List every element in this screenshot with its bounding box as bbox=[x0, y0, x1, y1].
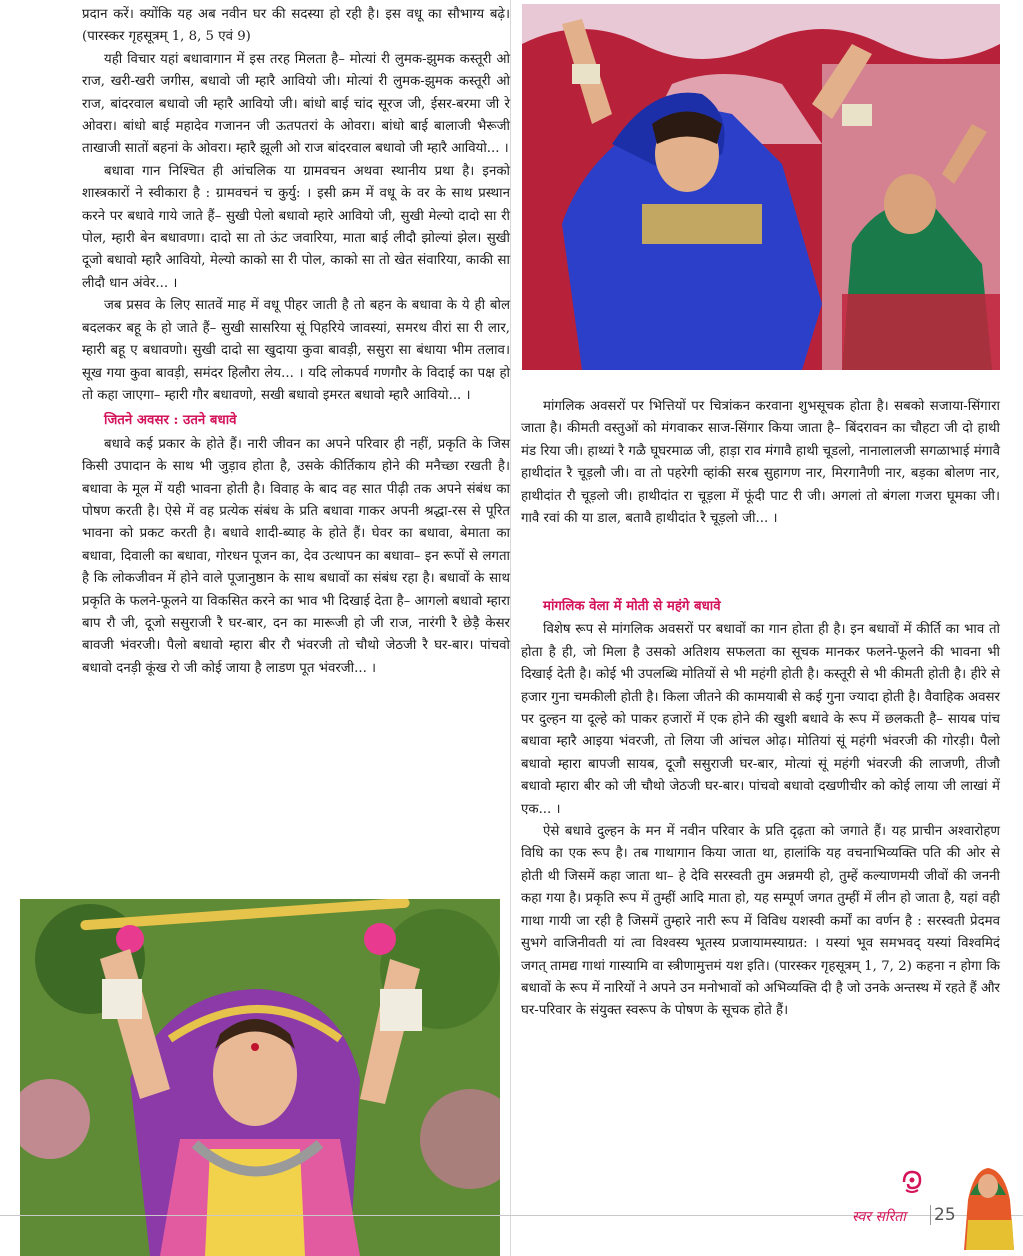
paragraph: यही विचार यहां बधावागान में इस तरह मिलता है– मोत्यां री लुमक-झुमक कस्तूरी ओ राज, खरी-खरी जगीस, बधावो जी म्हारै आवियो जी। मोत्यां री लुमक-झुमक कस्तूरी ओ राज, बांदरवाल बधावो जी म्हारै आवियो जी। बांधो बाई चांद सूरज जी, ईसर-बरमा जी रे ओवरा। बांधो बाई महादेव गजानन जी ऊतपतरां के ओवरा। बांधो बाई बालाजी भैरूजी ताखाजी सातों बहनां के ओवरा। म्हारै झूली ओ राज बांदरवाल बधावो जी म्हारै आवियो... । bbox=[82, 51, 510, 157]
column-divider bbox=[510, 0, 511, 1256]
section-heading: मांगलिक वेला में मोती से महंगे बधावे bbox=[543, 599, 721, 614]
paragraph: जब प्रसव के लिए सातवें माह में वधू पीहर जाती है तो बहन के बधावा के ये ही बोल बदलकर बहू के हो जाते हैं– सुखी सासरिया सूं पिहरिये जावस्यां, समरथ वीरां सा री लार, म्हारी बहू ए बधावणो। सुखी दादो सा खुदाया कुवा बावड़ी, ससुरा सा बंधाया भीम तलाव। सूख गया कुवा बावड़ी, समंदर हिलौरा लेय... । यदि लोकपर्व गणगौर के विदाई का पक्ष हो तो कहा जाएगा– म्हारी गौर बधावणो, सखी बधावो इमरत बधावो म्हारै आवियो... । bbox=[82, 298, 510, 403]
paragraph: बधावा गान निश्चित ही आंचलिक या ग्रामवचन अथवा स्थानीय प्रथा है। इनको शास्त्रकारों ने स्वीकारा है : ग्रामवचनं च कुर्यु: । इसी क्रम में वधू के वर के साथ प्रस्थान करने पर बधावे गाये जाते हैं– सुखी पेलो बधावो म्हारे आवियो जी, सुखी मेल्यो दादो सा री पोल, म्हारी बेन बधावणा। दादो सा तो ऊंट जवारिया, माता बाई लीदौ झोल्यां झेल। सुखी दूजो बधावो म्हारै आवियो, मेल्यो काको सा री पोल, काको सा तो खेत संवारिया, काकी सा लीदौ धान अंवेर... । bbox=[82, 163, 510, 291]
magazine-name: स्वर सरिता bbox=[852, 1209, 906, 1225]
page-number: 25 bbox=[930, 1205, 956, 1225]
section-heading: जितने अवसर : उतने बधावे bbox=[104, 413, 237, 429]
paragraph: प्रदान करें। क्योंकि यह अब नवीन घर की सदस्या हो रही है। इस वधू का सौभाग्य बढ़े। (पारस्कर गृहसूत्रम् 1, 8, 5 एवं 9) bbox=[82, 7, 510, 45]
paragraph: विशेष रूप से मांगलिक अवसरों पर बधावों का गान होता ही है। इन बधावों में कीर्ति का भाव तो होता है ही, जो मिला है उसको अतिशय सफलता का सूचक मानकर फलने-फूलने की भावना भी दिखाई देती है। कोई भी उपलब्धि मोतियों से भी महंगी होती है। कस्तूरी से भी कीमती होती है। हीरे से हजार गुना चमकीली होती है। किला जीतने की कामयाबी से कई गुना ज्यादा होती है। वैवाहिक अवसर पर दुल्हन या दूल्हे को पाकर हजारों में एक होने की खुशी बधावे के रूप में छलकती है– सायब पांच बधावा म्हारै आइया भंवरजी, तो लिया जी आंचल ओढ़। मोतियां सूं महंगी भंवरजी की गोरड़ी। पैलो बधावो म्हारा बापजी सायब, दूजौ ससुराजी घर-बार, मोत्यां सूं महंगी भंवरजी की लाजणी, तीजौ बधावो म्हारा बीर को जी चौथो जेठजी घर-बार। पांचवो बधावो दखणीचीर को कोई लाया जी लाखां में एक... । bbox=[521, 622, 1000, 817]
dandiya-dancer-photo bbox=[20, 899, 500, 1256]
magazine-logo-icon bbox=[898, 1168, 926, 1196]
paragraph: मांगलिक अवसरों पर भित्तियों पर चित्रांकन करवाना शुभसूचक होता है। सबको सजाया-सिंगारा जाता है। कीमती वस्तुओं को मंगवाकर साज-सिंगार किया जाता है– बिंदरावन का चौहटा जी दो हाथी मंड रिया जी। हाथ्यां रै गळै घूघरमाळ जी, हाड़ा राव मंगावै हाथी चूडलो, नानालालजी सगळाभाई मंगावै हाथीदांत रै चूड़लौ जी। वा तो पहरेगी व्हांकी सरब सुहागण नार, मिरगानैणी नार, बड़का बोलण नार, हाथीदांत रौ चूड़लो जी। हाथीदांत रा चूड़ला में फूंदी पाट री जी। अगलां तो बंगला गजरा घूमका जी। गावै रवां की या डाल, बतावै हाथीदांत रै चूड़लो जी... । bbox=[521, 399, 1000, 527]
left-column bbox=[82, 4, 510, 680]
dancers-photo bbox=[522, 4, 1000, 370]
paragraph: बधावे कई प्रकार के होते हैं। नारी जीवन का अपने परिवार ही नहीं, प्रकृति के जिस किसी उपादान के साथ भी जुड़ाव होता है, उसके कीर्तिकाय होने की मनैच्छा रखती है। बधावा के मूल में यही भावना होती है। विवाह के बाद वह सात पीढ़ी तक अपने संबंध का पोषण करती है। ऐसे में वह प्रत्येक संबंध के प्रति बधावा गाकर अपनी श्रद्धा-रस से पूरित भावना को प्रकट करती है। बधावे शादी-ब्याह के होते हैं। घेवर का बधावा, बेमाता का बधावा, दिवाली का बधावा, गोरधन पूजन का, देव उत्थापन का बधावा– इन रूपों से लगता है कि लोकजीवन में होने वाले पूजानुष्ठान के साथ बधावों का संबंध रहा है। बधावों के साथ प्रकृति के फलने-फूलने या विकसित करने का भाव भी दिखाई देता है– आगलो बधावो म्हारा बाप रौ जी, दूजो ससुराजी रै घर-बार, दन का मारूजी हो जी राज, नारंगी रै छेड़ै केसर बावजी भंवरजी। पैलो बधावो म्हारा बीर रौ भंवरजी तो चौथो जेठजी रै घर-बार। पांचवो बधावो दनड़ी कूंख रो जी कोई जाया है लाडण पूत भंवरजी... । bbox=[82, 436, 510, 676]
paragraph: ऐसे बधावे दुल्हन के मन में नवीन परिवार के प्रति दृढ़ता को जगाते हैं। यह प्राचीन अश्वारोहण विधि का एक रूप है। तब गाथागान किया जाता था, हालांकि यह वचनाभिव्यक्ति पति की ओर से होती थी जिसमें कहा जाता था– हे देवि सरस्वती तुम अन्नमयी हो, तुम्हें कल्याणमयी जीवों की जननी कहा गया है। प्रकृति रूप में तुम्हीं आदि माता हो, यह सम्पूर्ण जगत तुम्हीं में लीन हो जाता है, यहां वही गाथा गायी जा रही है जिसमें तुम्हारे नारी रूप में विविध यशस्वी कर्मों का वर्णन है : सरस्वती प्रेदमव सुभगे वाजिनीवती यां त्वा विश्वस्य भूतस्य प्रजायामस्याग्रत: । यस्यां भूव समभवद् यस्यां विश्वमिदं जगत् तामद्य गाथां गास्यामि वा स्त्रीणामुत्तमं यश इति। (पारस्कर गृहसूत्रम् 1, 7, 2) कहना न होगा कि बधावों के रूप में नारियों ने अपने उन मनोभावों को अभिव्यक्ति दी है जो उनके अन्तस्थ में रहते हैं और घर-परिवार के संयुक्त स्वरूप के पोषण के सूचक होते हैं। bbox=[521, 824, 1000, 1019]
right-column-top bbox=[521, 396, 1000, 530]
right-column-bottom bbox=[521, 599, 1000, 1023]
woman-illustration-icon bbox=[954, 1150, 1020, 1250]
